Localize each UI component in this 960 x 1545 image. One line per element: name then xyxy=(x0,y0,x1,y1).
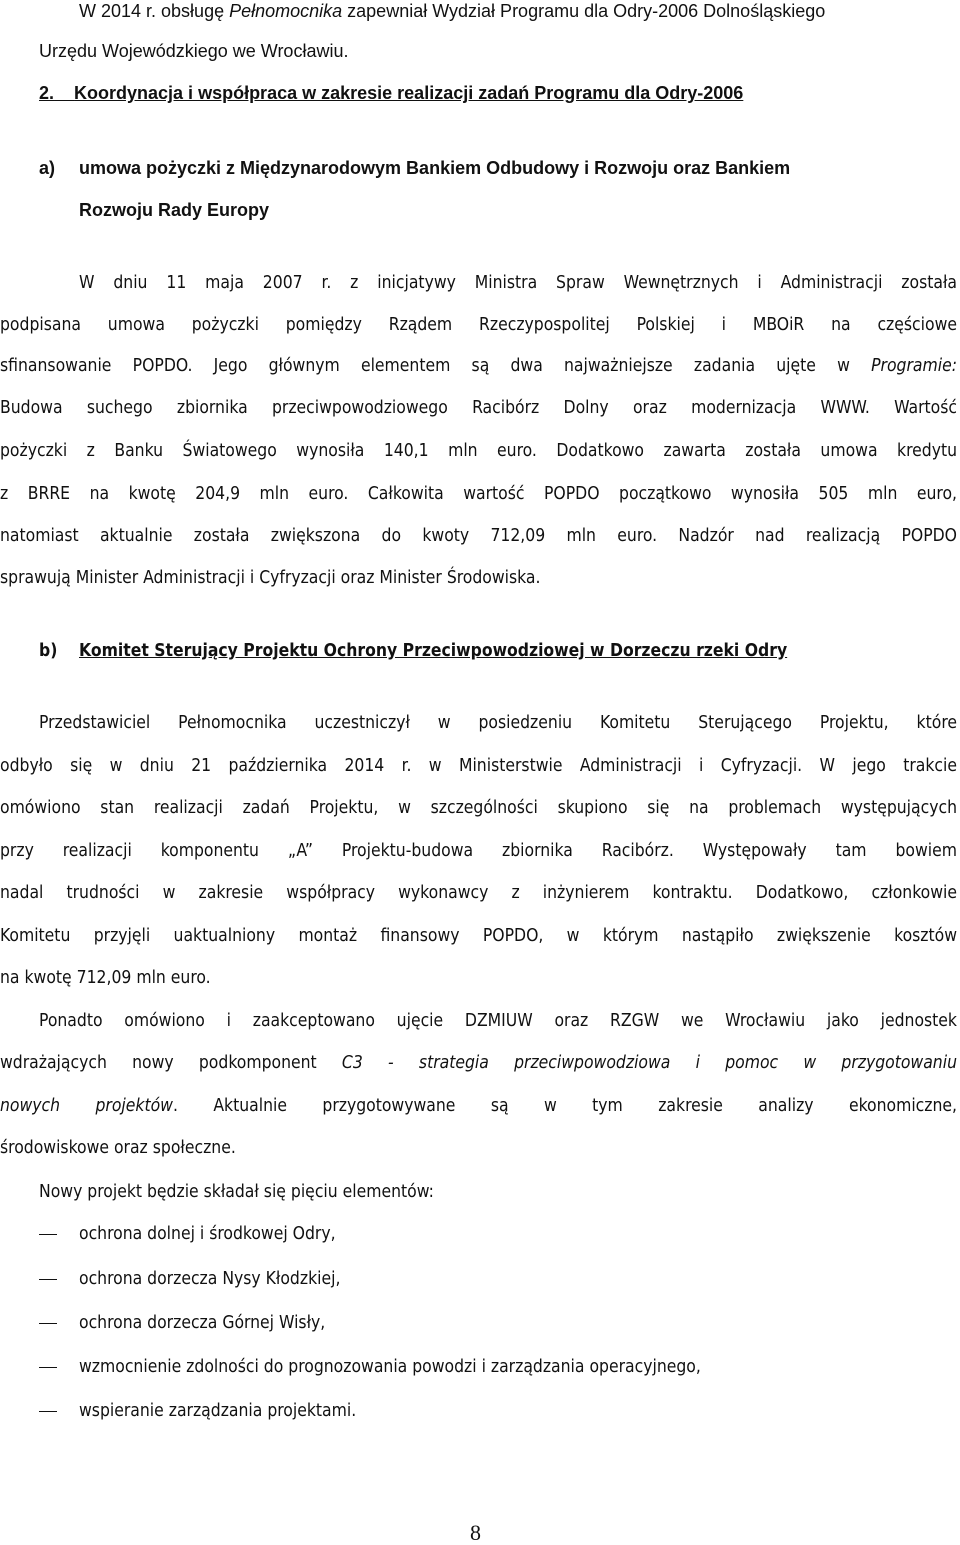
paragraph-line: natomiast aktualnie została zwiększona do kwoty 712,09 mln euro. Nadzór nad realizacją POPDO xyxy=(0,526,957,546)
dash-bullet-icon xyxy=(39,1367,57,1368)
section-title: Koordynacja i współpraca w zakresie realizacji zadań Programu dla Odry-2006 xyxy=(74,83,744,103)
section-number: 2. xyxy=(39,83,55,103)
section-2-heading xyxy=(39,82,743,104)
paragraph-line: na kwotę 712,09 mln euro. xyxy=(0,968,211,988)
subsection-a-marker: a) xyxy=(39,158,56,178)
paragraph-line: omówiono stan realizacji zadań Projektu, w szczególności skupiono się na problemach występujących xyxy=(0,798,957,818)
paragraph-line: Ponadto omówiono i zaakceptowano ujęcie DZMIUW oraz RZGW we Wrocławiu jako jednostek xyxy=(39,1011,957,1031)
list-item-text: ochrona dolnej i środkowej Odry, xyxy=(79,1224,336,1244)
intro-line-2: Urzędu Wojewódzkiego we Wrocławiu. xyxy=(39,41,349,61)
paragraph-line: Przedstawiciel Pełnomocnika uczestniczył w posiedzeniu Komitetu Sterującego Projektu, które xyxy=(39,713,957,733)
paragraph-line: wdrażających nowy podkomponent C3 - strategia przeciwpowodziowa i pomoc w przygotowaniu xyxy=(0,1053,957,1073)
paragraph-line: środowiskowe oraz społeczne. xyxy=(0,1138,236,1158)
intro-emphasis: Pełnomocnika xyxy=(229,1,343,21)
dash-bullet-icon xyxy=(39,1411,57,1412)
intro-text: W 2014 r. obsługę xyxy=(79,1,230,21)
dash-bullet-icon xyxy=(39,1323,57,1324)
paragraph-line: Budowa suchego zbiornika przeciwpowodziowego Racibórz Dolny oraz modernizacja WWW. Wartość xyxy=(0,398,957,418)
list-item-text: wzmocnienie zdolności do prognozowania powodzi i zarządzania operacyjnego, xyxy=(79,1357,701,1377)
paragraph-line: podpisana umowa pożyczki pomiędzy Rządem Rzeczypospolitej Polskiej i MBOiR na częściowe xyxy=(0,315,957,335)
paragraph-line: nadal trudności w zakresie współpracy wykonawcy z inżynierem kontraktu. Dodatkowo, członkowie xyxy=(0,883,957,903)
subsection-b-marker: b) xyxy=(39,641,58,661)
paragraph-line: pożyczki z Banku Światowego wynosiła 140,1 mln euro. Dodatkowo zawarta została umowa kredytu xyxy=(0,441,957,461)
dash-bullet-icon xyxy=(39,1279,57,1280)
subsection-a-heading-line-1: umowa pożyczki z Międzynarodowym Bankiem Odbudowy i Rozwoju oraz Bankiem xyxy=(79,158,791,178)
page-number: 8 xyxy=(470,1520,481,1545)
paragraph-line: W dniu 11 maja 2007 r. z inicjatywy Ministra Spraw Wewnętrznych i Administracji została xyxy=(79,273,957,293)
paragraph-line: Komitetu przyjęli uaktualniony montaż finansowy POPDO, w którym nastąpiło zwiększenie kosztów xyxy=(0,926,957,946)
paragraph-line: przy realizacji komponentu „A” Projektu-budowa zbiornika Racibórz. Występowały tam bowiem xyxy=(0,841,957,861)
paragraph-line: sprawują Minister Administracji i Cyfryzacji oraz Minister Środowiska. xyxy=(0,568,541,588)
subsection-a-heading-line-2: Rozwoju Rady Europy xyxy=(79,200,270,220)
paragraph-line: z BRRE na kwotę 204,9 mln euro. Całkowita wartość POPDO początkowo wynosiła 505 mln euro, xyxy=(0,484,957,504)
paragraph-line: nowych projektów. Aktualnie przygotowywane są w tym zakresie analizy ekonomiczne, xyxy=(0,1096,958,1116)
subsection-b-heading: Komitet Sterujący Projektu Ochrony Przeciwpowodziowej w Dorzeczu rzeki Odry xyxy=(79,641,788,661)
paragraph-line: sfinansowanie POPDO. Jego głównym elementem są dwa najważniejsze zadania ujęte w Programie: xyxy=(0,356,957,376)
dash-bullet-icon xyxy=(39,1234,57,1235)
intro-text-cont: zapewniał Wydział Programu dla Odry-2006 Dolnośląskiego xyxy=(342,1,826,21)
list-item-text: ochrona dorzecza Górnej Wisły, xyxy=(79,1313,326,1333)
list-item-text: wspieranie zarządzania projektami. xyxy=(79,1401,357,1421)
list-item-text: ochrona dorzecza Nysy Kłodzkiej, xyxy=(79,1269,341,1289)
paragraph-line: odbyło się w dniu 21 października 2014 r. w Ministerstwie Administracji i Cyfryzacji. W jego trakcie xyxy=(0,756,957,776)
list-intro: Nowy projekt będzie składał się pięciu elementów: xyxy=(39,1182,434,1202)
intro-line-1 xyxy=(79,0,825,22)
